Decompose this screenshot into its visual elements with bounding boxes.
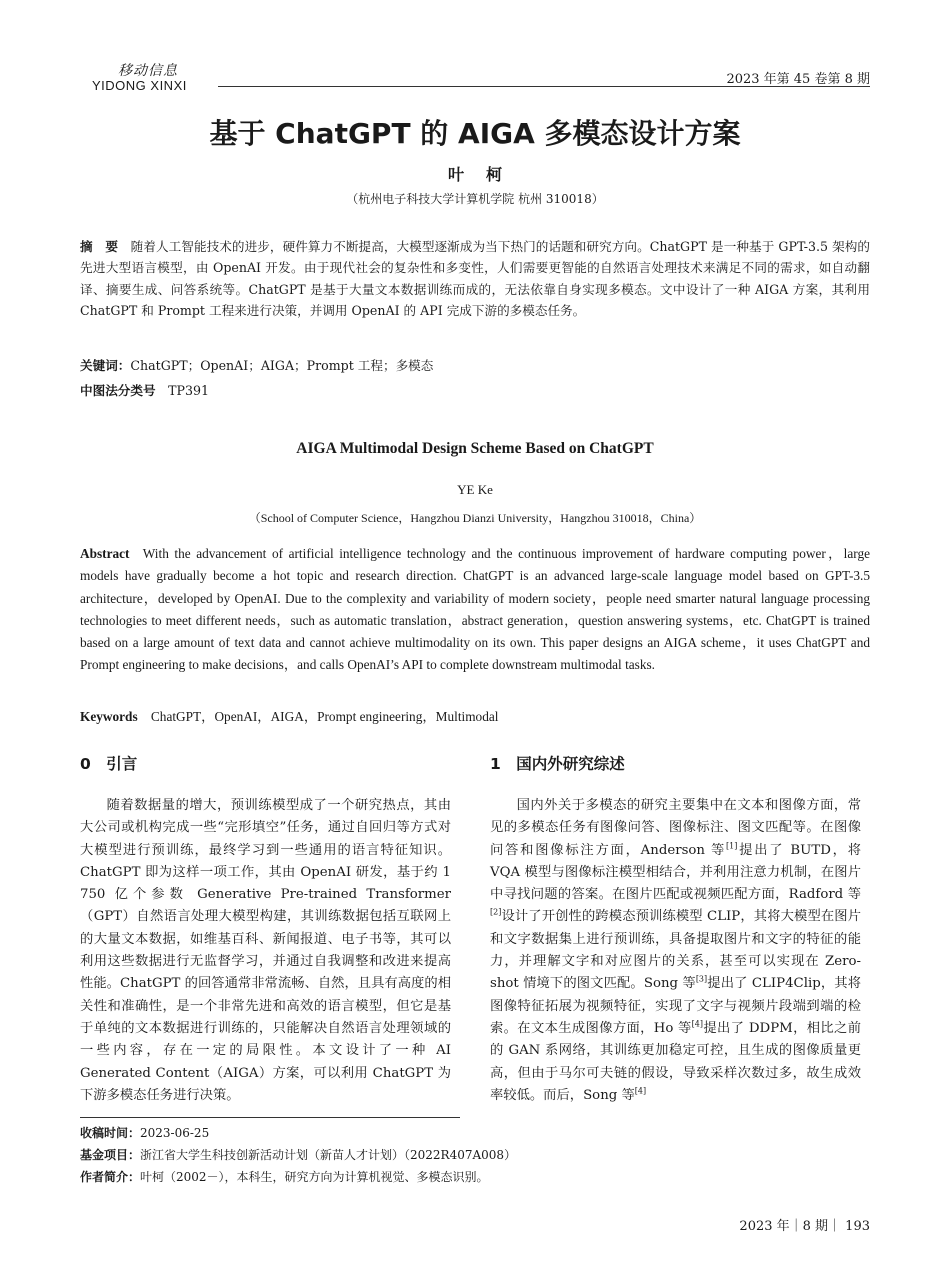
journal-name-en: YIDONG XINXI [92,78,187,93]
citation-ref: [1] [726,841,738,851]
citation-ref: [2] [490,908,502,918]
keywords-cn-text: ChatGPT；OpenAI；AIGA；Prompt 工程；多模态 [130,358,434,373]
author-affiliation: （杭州电子科技大学计算机学院 杭州 310018） [346,192,604,206]
english-author: YE Ke [457,482,493,497]
keywords-en-label: Keywords [80,709,138,724]
classification-value: TP391 [168,383,210,398]
text-run: 设计了开创性的跨模态预训练模型 CLIP，其将大模型在图片和文字数据集上进行预训练，具备提取图片和文字的特征的能力，并理解文字和对应图片的关系，甚至可以实现在 Zero-shot 情境下的图文匹配。Song 等 [490,909,861,992]
fund-label: 基金项目： [80,1148,141,1162]
classification-number [80,380,870,399]
keywords-en-text: ChatGPT，OpenAI，AIGA，Prompt engineering，Multimodal [150,709,499,724]
citation-ref: [4] [691,1019,703,1029]
issue-info: 2023 年第 45 卷第 8 期 [726,72,870,87]
citation-ref: [3] [695,974,708,984]
section-1-body [490,795,861,1107]
text-run: 国内外关于多模态的研究主要集中在文本和图像方面，常见的多模态任务有图像问答、图像标注、图文匹配等。在图像问答和图像标注方面，Anderson 等 [490,798,861,858]
keywords-cn-label: 关键词： [80,358,131,373]
section-0-heading: 0 引言 [80,755,138,773]
footnote-fund [80,1146,870,1163]
bio-text: 叶柯（2002－），本科生，研究方向为计算机视觉、多模态识别。 [140,1170,489,1184]
author-name: 叶柯 [447,165,524,184]
footnote-bio [80,1168,870,1185]
abstract-en-label: Abstract [80,546,130,561]
paper-title: 基于 ChatGPT 的 AIGA 多模态设计方案 [209,117,741,150]
keywords-cn [80,355,870,374]
text-run: 提出了 CLIP4Clip，其将图像特征拓展为视频特征，实现了文字与视频片段端到端的检索。在文本生成图像方面，Ho 等 [490,976,861,1036]
abstract-cn-label: 摘 要 [80,239,118,254]
section-0-body [80,795,451,1107]
text-run: 提出了 DDPM，相比之前的 GAN 系网络，其训练更加稳定可控，且生成的图像质量更高，但由于马尔可夫链的假设，导致采样次数过多，故生成效率较低。而后，Song 等 [490,1020,861,1103]
footnote-received [80,1124,870,1141]
classification-label: 中图法分类号 [80,383,156,398]
section-0-paragraph: 随着数据量的增大，预训练模型成了一个研究热点，其由大公司或机构完成一些“完形填空”任务，通过自回归等方式对大模型进行预训练，最终学习到一些通用的语言特征知识。ChatGPT 即为这样一项工作，其由 OpenAI 研发，基于约 1 750 亿个参数 Generative Pre-trained Transformer（GPT）自然语言处理大模型构建，其训练数据包括互联网上的大量文本数据，如维基百科、新闻报道、电子书等，其可以利用这些数据进行无监督学习，并通过自我调整和改进来提高性能。ChatGPT 的回答通常非常流畅、自然，且具有高度的相关性和准确性，是一个非常先进和高效的语言模型，但它是基于单纯的文本数据进行训练的，只能解决自然语言处理领域的一些内容，存在一定的局限性。本文设计了一种 AI Generated Content（AIGA）方案，可以利用 ChatGPT 为下游多模态任务进行决策。 [80,798,451,1103]
received-label: 收稿时间： [80,1126,141,1140]
text-run: 提出了 BUTD，将 VQA 模型与图像标注模型相结合，并利用注意力机制，在图片中寻找问题的答案。在图片匹配或视频匹配方面，Radford 等 [490,842,862,903]
abstract-cn [80,236,870,322]
abstract-en-text: With the advancement of artificial intelligence technology and the continuous improvement of hardware computing power，large models have gradually become a hot topic and research direction. ChatGPT is an advanced large-scale language model based on GPT-3.5 architecture，developed by OpenAI. Due to the complexity and variability of modern society，people need smarter natural language processing technologies to meet different needs，such as automatic translation，abstract generation，question answering systems，etc. ChatGPT is trained based on a large amount of text data and cannot achieve multimodality on its own. This paper designs an AIGA scheme，it uses ChatGPT and Prompt engineering to make decisions，and calls OpenAI’s API to complete downstream multimodal tasks. [80,546,870,673]
running-header [80,60,870,96]
english-affiliation: （School of Computer Science，Hangzhou Dianzi University，Hangzhou 310018，China） [248,511,702,525]
section-1-paragraph [490,795,861,1107]
english-title: AIGA Multimodal Design Scheme Based on ChatGPT [296,440,654,457]
keywords-en [80,706,870,725]
abstract-en [80,543,870,677]
received-date: 2023-06-25 [140,1126,210,1140]
footnote-divider [80,1117,460,1118]
citation-ref: [4] [634,1086,647,1096]
journal-name-cn: 移动信息 [118,63,178,79]
section-1-heading: 1 国内外研究综述 [490,755,625,773]
fund-text: 浙江省大学生科技创新活动计划（新苗人才计划）（2022R407A008） [140,1148,517,1162]
abstract-cn-text: 随着人工智能技术的进步，硬件算力不断提高，大模型逐渐成为当下热门的话题和研究方向。ChatGPT 是一种基于 GPT-3.5 架构的先进大型语言模型，由 OpenAI 开发。由于现代社会的复杂性和多变性，人们需要更智能的自然语言处理技术来满足不同的需求，如自动翻译、摘要生成、问答系统等。ChatGPT 是基于大量文本数据训练而成的，无法依靠自身实现多模态。文中设计了一种 AIGA 方案，其利用 ChatGPT 和 Prompt 工程来进行决策，并调用 OpenAI 的 API 完成下游的多模态任务。 [80,239,870,319]
page-number: 2023 年｜8 期｜ 193 [739,1219,870,1234]
bio-label: 作者简介： [80,1170,141,1184]
